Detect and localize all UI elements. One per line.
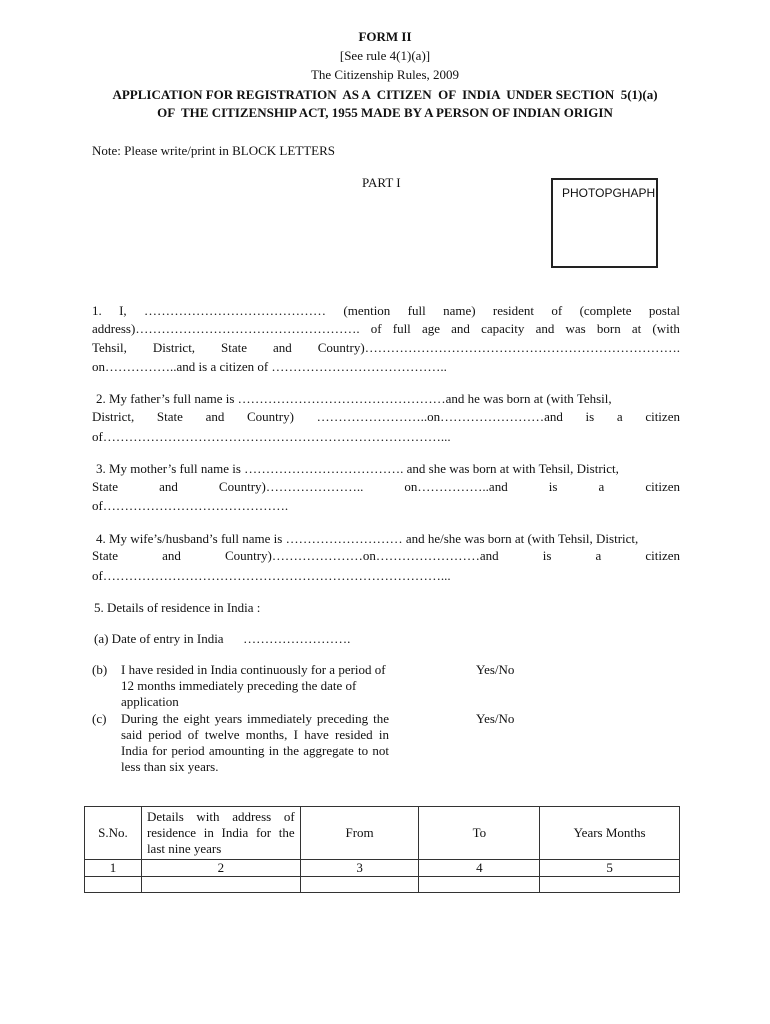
item-2-line-2: District, State and Country) ……………………..on……………………and is a citizen xyxy=(92,409,680,424)
form-title-line-1: APPLICATION FOR REGISTRATION AS A CITIZEN OF INDIA UNDER SECTION 5(1)(a) xyxy=(112,87,658,102)
table-cell[interactable] xyxy=(141,877,300,893)
item-5c-label: (c) xyxy=(92,711,107,726)
table-cell[interactable] xyxy=(300,877,419,893)
table-cell: 3 xyxy=(300,860,419,877)
table-cell[interactable] xyxy=(419,877,540,893)
item-1-line-4: on……………..and is a citizen of ………………………………….. xyxy=(92,359,447,374)
table-cell: 1 xyxy=(85,860,142,877)
table-header-row xyxy=(85,807,680,860)
item-3-line-1: 3. My mother’s full name is ………………………………. and she was born at with Tehsil, District, xyxy=(96,461,619,476)
header-details: Details with address of residence in India for the last nine years xyxy=(141,807,300,860)
item-5b-label: (b) xyxy=(92,662,108,677)
item-5c-answer: Yes/No xyxy=(476,711,515,726)
header-to: To xyxy=(419,807,540,860)
item-4-line-1: 4. My wife’s/husband’s full name is ……………………… and he/she was born at (with Tehsil, District, xyxy=(96,531,639,546)
photo-label: PHOTOPGHAPH xyxy=(562,186,656,200)
table-cell: 2 xyxy=(141,860,300,877)
table-cell[interactable] xyxy=(85,877,142,893)
item-2-line-1: 2. My father’s full name is …………………………………………and he was born at (with Tehsil, xyxy=(96,391,612,406)
table-cell: 4 xyxy=(419,860,540,877)
table-number-row xyxy=(85,860,680,877)
note: Note: Please write/print in BLOCK LETTERS xyxy=(92,143,335,158)
item-5-heading: 5. Details of residence in India : xyxy=(94,600,261,615)
table-row xyxy=(85,877,680,893)
item-1-line-3: Tehsil, District, State and Country)………………………………………………………………. xyxy=(92,340,680,355)
item-5c-text: During the eight years immediately preceding the said period of twelve months, I have resided in India for period amounting in the aggregate to not less than six years. xyxy=(121,711,389,774)
form-number: FORM II xyxy=(358,29,412,44)
rules-name: The Citizenship Rules, 2009 xyxy=(310,67,460,82)
item-1-line-2: address)……………………………………………. of full age and capacity and was born at (with xyxy=(92,321,680,336)
rule-reference: [See rule 4(1)(a)] xyxy=(339,48,431,63)
residence-table xyxy=(84,806,680,893)
header-sno: S.No. xyxy=(85,807,142,860)
part-heading: PART I xyxy=(362,175,401,190)
item-1-line-1: 1. I, …………………………………… (mention full name) resident of (complete postal xyxy=(92,303,680,318)
item-4-line-3: of……………………………………………………………………... xyxy=(92,568,451,583)
item-5b-answer: Yes/No xyxy=(476,662,515,677)
item-5a-date-of-entry: (a) Date of entry in India ……………………. xyxy=(94,631,351,646)
table-cell: 5 xyxy=(540,860,680,877)
header-from: From xyxy=(300,807,419,860)
item-3-line-3: of……………………………………. xyxy=(92,498,289,513)
item-3-line-2: State and Country)………………….. on……………..and is a citizen xyxy=(92,479,680,494)
form-title-line-2: OF THE CITIZENSHIP ACT, 1955 MADE BY A PERSON OF INDIAN ORIGIN xyxy=(157,105,613,120)
item-2-line-3: of……………………………………………………………………... xyxy=(92,429,451,444)
item-5b-text: I have resided in India continuously for a period of 12 months immediately preceding the date of application xyxy=(121,662,386,709)
table-cell[interactable] xyxy=(540,877,680,893)
header-years-months: Years Months xyxy=(540,807,680,860)
photograph-box xyxy=(551,178,658,268)
item-4-line-2: State and Country)…………………on……………………and is a citizen xyxy=(92,548,680,563)
